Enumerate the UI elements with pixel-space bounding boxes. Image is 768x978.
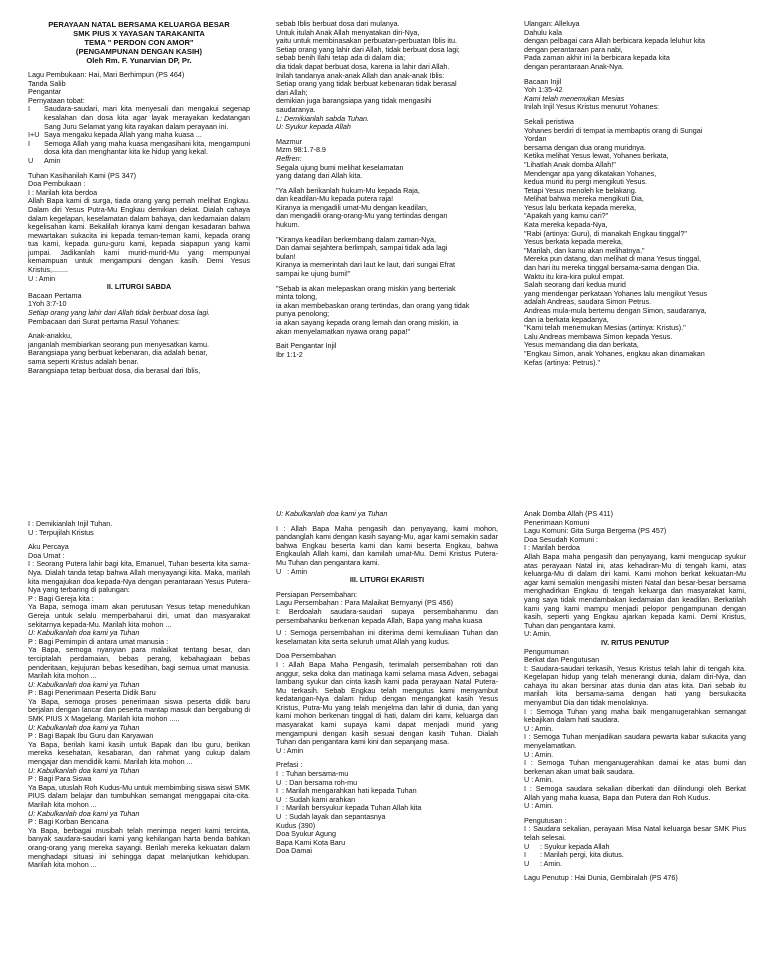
reading-line: sebab benih Ilahi tetap ada di dalam dia;	[276, 53, 406, 63]
first-reading-ref: 1Yoh 3:7-10	[28, 299, 67, 309]
offertory-song: Lagu Persembahan : Para Malaikat Bernyanyi (PS 456)	[276, 598, 453, 608]
gospel-line: "Apakah yang kamu cari?"	[524, 211, 609, 221]
amen: U : Amin.	[524, 723, 554, 733]
dismissal-row	[524, 860, 746, 869]
creed: Aku Percaya	[28, 542, 69, 552]
col3-top	[524, 20, 746, 490]
gospel-line: Kata mereka kepada-Nya,	[524, 220, 608, 230]
petition-title: P : Bagi Gereja kita :	[28, 593, 94, 603]
preface-line: U : Sudah layak dan sepantasnya	[276, 812, 386, 821]
psalm-line: hukum.	[276, 220, 300, 230]
petition	[28, 689, 250, 732]
gospel-line: Ketika melihat Yesus lewat, Yohanes berkata,	[524, 151, 669, 161]
gospel-line: yang mendengar perkataan Yohanes lalu mengikut Yesus	[524, 288, 708, 298]
amen: U: Amin.	[524, 629, 552, 639]
petition-body: Ya Bapa, berbagai musibah telah menimpa negeri kami tercinta, banyak saudara-saudari kami yang kehilangan harta benda bahkan orang-orang yang mereka sayangi. Berilah mereka kekuatan dalam menghadapi situasi ini sehingga dapat melanjutkan kehidupan. Marilah kita mohon ...	[28, 825, 252, 870]
song: Anak Domba Allah (PS 411)	[524, 509, 613, 518]
petition-response: U: Kabulkanlah doa kami ya Tuhan	[28, 628, 140, 638]
amen: U : Amin	[276, 745, 304, 755]
psalm-line: "Sebab ia akan melepaskan orang miskin yang berteriak	[276, 283, 456, 293]
reading-line: dia tidak dapat berbuat dosa, karena ia lahir dari Allah.	[276, 61, 450, 71]
closing-song: Lagu Penutup : Hai Dunia, Gembiralah (PS 476)	[524, 873, 678, 883]
gospel-line: Yesus berkata kepada mereka,	[524, 237, 623, 247]
reading-line: sama seperti Kristus adalah benar.	[28, 357, 139, 366]
line: Amin	[44, 155, 61, 165]
preface-line: I : Marilah bersyukur kepada Tuhan Allah kita	[276, 803, 422, 813]
gospel-response: U : Terpujilah Kristus	[28, 527, 94, 537]
song: Penerimaan Komuni	[524, 517, 590, 527]
closing-prayer: I : Allah Bapa Maha pengasih dan penyayang, kami mohon, pandanglah kami dengan kasih sayang-Mu, agar kami semakin sadar bahwa Engkau beserta kami dan kami beserta Engkau, bahwa Engkaulah Allah kami, dan kamilah umat-Mu. Demi Kristus Putera-Mu Tuhan dan pengantara kami.	[276, 523, 500, 567]
petition-body: Ya Bapa, utuslah Roh Kudus-Mu untuk membimbing siswa siswi SMK PIUS dalam belajar dan tumbuhkan semangat menggapai cita-cita. Marilah kita mohon ...	[28, 782, 252, 809]
reading-line: sebab Iblis berbuat dosa dari mulanya.	[276, 19, 400, 28]
gospel-text	[524, 118, 746, 367]
song: Doa Sesudah Komuni :	[524, 534, 598, 544]
reading-line: saudaranya.	[276, 104, 316, 114]
gospel-line: Sekali peristiwa	[524, 116, 574, 126]
petition-response: U: Kabulkanlah doa kami ya Tuhan	[28, 765, 140, 775]
gospel-line: Kefas (artinya: Petrus)."	[524, 357, 601, 367]
col3-bottom	[524, 510, 746, 976]
gospel-intro: Inilah Injil Yesus Kristus menurut Yohanes:	[524, 102, 660, 112]
amen: U : Amin	[276, 566, 308, 576]
reading-line: Setiap orang yang tidak berbuat kebenaran tidak berasal	[276, 79, 457, 89]
reading-line: yaitu untuk membinasakan perbuatan-perbuatan Iblis itu.	[276, 36, 457, 46]
confession-row	[28, 157, 250, 166]
psalm-line: sampai ke ujung bumi!"	[276, 269, 351, 279]
petition	[28, 818, 250, 870]
speaker: I	[28, 138, 30, 148]
line: Saya mengaku kepada Allah yang maha kuasa ...	[44, 130, 202, 140]
petition-response: U: Kabulkanlah doa kami ya Tuhan	[28, 679, 140, 689]
col2-top	[276, 20, 498, 490]
reading-line: Inilah tandanya anak-anak Allah dan anak-anak Iblis:	[276, 70, 445, 80]
psalm-line: bulan!	[276, 251, 296, 261]
gospel-line: "Kami telah menemukan Mesias (artinya: Kristus)."	[524, 323, 686, 333]
gospel-line: Tetapi Yesus menoleh ke belakang.	[524, 185, 637, 195]
offertory-invitation: I: Berdoalah saudara-saudari supaya persembahanmu dan persembahanku berkenan kepada Allah, Bapa yang maha kuasa	[276, 606, 500, 625]
gospel-line: Melihat bahwa mereka mengikuti Dia,	[524, 194, 644, 204]
section-title: II. LITURGI SABDA	[106, 282, 172, 292]
dismissal: I : Saudara sekalian, perayaan Misa Natal keluarga besar SMK Pius telah selesai.	[524, 824, 748, 842]
gospel-line: Yordan	[524, 134, 547, 144]
gospel-line: Andreas mula-mula bertemu dengan Simon, saudaranya,	[524, 306, 707, 315]
gospel-line: "Lihatlah Anak domba Allah!"	[524, 159, 616, 169]
gospel-line: Mendengar apa yang dikatakan Yohanes,	[524, 168, 657, 178]
petition-body: Ya Bapa, semoga imam akan perutusan Yesus tetap meneduhkan Gereja untuk selalu memperbaharui diri, umat dan masyarakat sekitarnya kepada-Mu. Marilah kita mohon ...	[28, 602, 252, 629]
petition-title: P : Bagi Bapak Ibu Guru dan Karyawan	[28, 731, 154, 741]
first-reading-theme: Setiap orang yang lahir dari Allah tidak berbuat dosa lagi.	[28, 308, 210, 318]
header-line: (PENGAMPUNAN DENGAN KASIH)	[75, 47, 203, 56]
confession-row	[28, 140, 250, 157]
gospel-line: Mereka pun datang, dan melihat di mana Yesus tinggal,	[524, 254, 702, 264]
line: : Marilah pergi, kita diutus.	[540, 850, 624, 860]
gospel-line: Salah seorang dari kedua murid	[524, 280, 626, 290]
psalm-line: minta tolong,	[276, 292, 318, 302]
speaker: I	[28, 104, 30, 114]
amen: U : Amin	[28, 273, 56, 283]
reading-line: Anak-anakku,	[28, 331, 72, 341]
dismissal-title: Pengutusan :	[524, 815, 567, 825]
col1-top	[28, 20, 250, 490]
acclamation-line: dengan perantaraan Anak-Nya.	[524, 61, 624, 71]
speaker: U	[524, 858, 530, 868]
prayer-of-faithful-title: Doa Umat :	[28, 550, 65, 560]
reading-line: dari Allah;	[276, 87, 308, 97]
preface-line: I : Tuhan bersama-mu	[276, 769, 349, 779]
petition	[28, 775, 250, 818]
gospel-line: "Marilah, dan kamu akan melihatnya."	[524, 245, 645, 255]
gospel-line: Waktu itu kira-kira pukul empat.	[524, 271, 625, 281]
gospel-line: dan ia berkata kepadanya,	[524, 314, 609, 324]
gospel-line: adalah Andreas, saudara Simon Petrus.	[524, 297, 652, 307]
line: : Amin.	[540, 858, 562, 868]
psalm-ref: Mzm 98:1.7-8.9	[276, 145, 326, 155]
amen: U : Amin.	[524, 749, 554, 759]
blessing-line: I : Semoga Tuhan menjadikan saudara pewarta kabar sukacita yang menyelamatkan.	[524, 732, 748, 751]
reading-line: Barangsiapa tetap berbuat dosa, dia berasal dari Iblis,	[28, 365, 201, 375]
sign-of-cross: Tanda Salib	[28, 78, 66, 88]
gospel-line: dan hari itu mereka tinggal bersama-sama dengan Dia.	[524, 263, 700, 273]
psalm-line: punya penolong;	[276, 309, 330, 319]
refrain-line: Segala ujung bumi melihat keselamatan	[276, 162, 404, 172]
blessing-line: I : Semoga saudara sekalian diberkati dan dilindungi oleh Berkat Allah yang maha kuasa, Bapa dan Putera dan Roh Kudus.	[524, 784, 748, 802]
refrain-line: yang datang dari Allah kita.	[276, 171, 363, 181]
psalm-line: ia akan sayang kepada orang lemah dan orang miskin, ia	[276, 318, 459, 327]
petition-title: P : Bagi Para Siswa	[28, 774, 92, 784]
petition-response: U: Kabulkanlah doa kami ya Tuhan	[28, 722, 140, 732]
psalm-line: dan keadilan-Mu kepada putera raja!	[276, 194, 394, 204]
blessing-line: I : Semoga Tuhan menganugerahkan damai ke atas bumi dan berkenan akan umat baik saudara.	[524, 758, 748, 776]
psalm-line: akan menyelamatkan nyawa orang papa!"	[276, 326, 411, 336]
offertory-title: Persiapan Persembahan:	[276, 589, 358, 599]
speaker: U	[524, 841, 530, 851]
acclamation-line: dengan perantaraan para nabi,	[524, 44, 623, 54]
petition	[28, 638, 250, 690]
blessing-title: Berkat dan Pengutusan	[524, 655, 600, 665]
gospel-line: kedua murid itu pergi mengikuti Yesus.	[524, 177, 648, 187]
reading-line: demikian juga barangsiapa yang tidak mengasihi	[276, 96, 432, 106]
gospel-line: Yohanes berdiri di tempat ia membaptis orang di Sungai	[524, 125, 703, 135]
petition	[28, 732, 250, 775]
blessing-line: I: Saudara-saudari terkasih, Yesus Kristus telah lahir di tengah kita. Kegelapan hidup yang telah menerangi dunia, dalam diri-Nya, dan cahaya itu akan bersinar atas dunia dan atas kita. Dari sebab itu marilah kita bersama-sama dengan hati yang bersukacita menyambut Dia dan tidak menolaknya.	[524, 663, 748, 708]
gospel-line: Lalu Andreas membawa Simon kepada Yesus.	[524, 331, 673, 341]
acclamation-line: Ulangan: Alleluya	[524, 19, 580, 28]
section-title: III. LITURGI EKARISTI	[349, 575, 425, 585]
line: : Syukur kepada Allah	[540, 841, 610, 851]
speaker: U	[28, 155, 34, 165]
petition-title: P : Bagi Penerimaan Peserta Didik Baru	[28, 688, 156, 698]
prayer-of-faithful-intro: I : Seorang Putera lahir bagi kita, Emanuel, Tuhan beserta kita sama-Nya. Dialah tanda tetap bahwa Allah menyayangi kita. Maka, marilah kita mengajukan doa kepada-Nya dengan perantaraan Yesus Putera-Nya yang terbaring di palungan:	[28, 559, 252, 595]
kyrie: Tuhan Kasihanilah Kami (PS 347)	[28, 170, 137, 180]
song: Doa Syukur Agung	[276, 829, 336, 839]
acclamation-line: Dahulu kala	[524, 27, 562, 37]
announcements: Pengumuman	[524, 646, 569, 656]
col2-bottom	[276, 510, 498, 976]
offertory-prayer: I : Allah Bapa Maha Pengasih, terimalah persembahan roti dan anggur, seka doka dan matinaga kami selama masa Adven, sebagai lambang syukur dan cinta kasih kami pada perayaan Natal Putera-Mu terkasih. Sebab Engkau telah mengutus kami menyambut kedatangan-Nya dalam hidup dengan mengangkat kasih Yesus Kristus, Putra-Mu yang telah menjelma dan lahir di dunia, dan yang kami mohon berkenan tinggal di hati, dalam diri kami, keluarga dan masyarakat kami supaya kami dapat menjadi murid yang mengampuni dengan kasih sesuai dengan kasih Tuhan. Dialah Tuhan dan pengantara kami kini dan sepanjang masa.	[276, 659, 500, 747]
petition-title: P : Bagi Pemimpin di antara umat manusia :	[28, 636, 169, 646]
post-communion-prayer: Allah Bapa maha pengasih dan penyayang, kami mengucap syukur atas perayaan Natal ini, atas kehadiran-Mu di tengah kami, atas keluarga-Mu di dalam diri kami. Kami mohon berkat kekuatan-Mu agar kami semakin mengasihi misteri Natal dan besar-besar bersama menghadirkan Engkau di tengah keluarga dan masyarakat kami, yang saya tidak mendambakan kedamaian dan keadilan. Berkatilah kami yang kami mampu menjadi pelopor pengampunan dengan kasih, seperti yang Engkau ajarkan kepada kami. Demi Kristus, Tuhan dan pengantara kami.	[524, 551, 748, 630]
preface-line: I : Marilah mengarahkan hati kepada Tuhan	[276, 786, 417, 796]
acclamation-line: Pada zaman akhir ini Ia berbicara kepada kita	[524, 53, 670, 63]
amen: U : Amin.	[524, 801, 554, 811]
header	[28, 20, 250, 65]
petition-body: Ya Bapa, semoga proses penerimaan siswa peserta didik baru berjalan dengan lancar dan peserta mantap masuk dan bergabung di SMK PIUS X Magelang. Marilah kita mohon .....	[28, 696, 252, 724]
reading-line: Barangsiapa yang berbuat kebenaran, dia adalah benar,	[28, 348, 208, 358]
first-reading-title: Bacaan Pertama	[28, 290, 82, 300]
confession-row	[28, 105, 250, 131]
gospel-close: I : Demikianlah Injil Tuhan.	[28, 519, 113, 528]
preface-line: U : Dan bersama roh-mu	[276, 777, 358, 787]
gospel-line: Yesus memandang dia dan berkata,	[524, 340, 639, 350]
petition-response: U: Kabulkanlah doa kami ya Tuhan	[28, 808, 140, 818]
petition-title: P : Bagi Korban Bencana	[28, 817, 109, 827]
song: I : Marilah berdoa	[524, 543, 580, 553]
opening-prayer: Allah Bapa kami di surga, tiada orang yang pernah melihat Engkau. Dalam diri Yesus Putra-Mu Engkau demikian dekat. Dialah cahaya dalam kegelapan, keselamatan dalam bahaya, dan kedamaian dalam kegelisahan kami. Bekalilah kiranya kami dengan kesadaran bahwa mewartakan sukacita ini kepada teman-teman kami, kepada orang tua kami, kepada guru-guru kami, kepada siapapun yang kami jumpai. Jadikanlah kami murid-murid-Mu yang mempunyai kemampuan untuk mengampuni dengan kasih. Demi Yesus Kristus,........	[28, 196, 252, 275]
header-line: TEMA " PERDON CON AMOR"	[84, 38, 194, 47]
psalm-line: Kiranya ia mengadili umat-Mu dengan keadilan,	[276, 202, 428, 212]
offertory-prayer-title: Doa Persembahan	[276, 651, 336, 661]
song: Kudus (390)	[276, 820, 316, 830]
psalm-line: Dan damai sejahtera berlimpah, sampai tidak ada lagi	[276, 243, 448, 253]
song: Bapa Kami Kota Baru	[276, 837, 346, 847]
gospel-ref: Yoh 1:35-42	[524, 85, 563, 95]
preface-line: U : Sudah kami arahkan	[276, 794, 356, 804]
speaker: I+U	[28, 130, 40, 140]
petition-body: Ya Bapa, berilah kami kasih untuk Bapak dan Ibu guru, berikan mereka kesehatan, kesabaran, dan rahmat yang cukup dalam mengajar dan mendidik kami. Marilah kita mohon ...	[28, 739, 252, 767]
gospel-line: "Engkau Simon, anak Yohanes, engkau akan dinamakan	[524, 348, 705, 358]
refrain-label: Reffren:	[276, 153, 302, 163]
song: Doa Damai	[276, 846, 312, 856]
line: Semoga Allah yang maha kuasa mengasihani kita, mengampuni dosa kita dan menghantar kita ke hidup yang kekal.	[44, 138, 250, 157]
gospel-line: Yesus lalu berkata kepada mereka,	[524, 202, 637, 212]
gospel-acclamation: Bait Pengantar Injil	[276, 341, 337, 351]
header-line: SMK PIUS X YAYASAN TARAKANITA	[73, 29, 205, 38]
opening-prayer-call: I : Marilah kita berdoa	[28, 187, 98, 197]
header-line: Oleh Rm. F. Yunarvian DP, Pr.	[86, 56, 192, 65]
reading-response: U: Syukur kepada Allah	[276, 122, 351, 132]
introduction: Pengantar	[28, 87, 62, 97]
reading-line: Untuk itulah Anak Allah menyatakan diri-Nya,	[276, 27, 420, 37]
reading-close: L: Demikianlah sabda Tuhan.	[276, 113, 369, 123]
col1-bottom	[28, 520, 250, 976]
psalm-line: ia akan membebaskan orang tertindas, dan orang yang tidak	[276, 300, 470, 310]
blessing-line: I : Semoga Tuhan yang maha baik menganugerahkan semangat kebajikan dalam hati saudara.	[524, 706, 748, 725]
penitential-act: Pernyataan tobat:	[28, 95, 85, 105]
line: Saudara-saudari, mari kita menyesali dan mengakui segenap kesalahan dan dosa kita agar layak merayakan kedatangan Sang Juru Selamat yang kita rayakan dalam perayaan ini.	[44, 104, 250, 131]
acclamation-line: dengan pelbagai cara Allah berbicara kepada leluhur kita	[524, 36, 706, 46]
offertory-response: U : Semoga persembahan ini diterima demi kemuliaan Tuhan dan keselamatan kita serta seluruh umat Allah yang kudus.	[276, 628, 500, 646]
reading-line: Setiap orang yang lahir dari Allah, tidak berbuat dosa lagi;	[276, 44, 460, 54]
gospel-line: "Rabi (artinya: Guru), di manakah Engkau tinggal?"	[524, 228, 687, 238]
header-line: PERAYAAN NATAL BERSAMA KELUARGA BESAR	[48, 20, 230, 29]
petition-response: U: Kabulkanlah doa kami ya Tuhan	[276, 509, 388, 518]
psalm-line: dan mengadili orang-orang-Mu yang tertindas dengan	[276, 211, 448, 221]
first-reading-intro: Pembacaan dari Surat pertama Rasul Yohanes:	[28, 316, 180, 326]
section-title: IV. RITUS PENUTUP	[600, 637, 670, 647]
gospel-theme: Kami telah menemukan Mesias	[524, 93, 625, 103]
psalm-line: "Kiranya keadilan berkembang dalam zaman-Nya,	[276, 234, 436, 244]
preface-title: Prefasi :	[276, 760, 303, 770]
petition-body: Ya Bapa, semoga nyanyian para malaikat tentang besar, dan terciptalah perdamaian, bebas perang, kebahagiaan bebas penderitaan, kejujuran bebas kesedihan, bagi semua umat manusia. Marilah kita mohon ...	[28, 645, 252, 681]
reading-line: janganlah membiarkan seorang pun menyesatkan kamu.	[28, 339, 209, 349]
amen: U : Amin.	[524, 775, 554, 785]
gospel-acclamation-ref: Ibr 1:1-2	[276, 349, 303, 359]
petition	[28, 595, 250, 638]
song: Lagu Komuni: Gita Surga Bergema (PS 457)	[524, 526, 667, 536]
opening-song: Lagu Pembukaan: Hai, Mari Berhimpun (PS 464)	[28, 70, 185, 79]
psalm-line: "Ya Allah berikanlah hukum-Mu kepada Raja,	[276, 185, 420, 195]
gospel-title: Bacaan Injil	[524, 76, 562, 86]
opening-prayer-title: Doa Pembukaan :	[28, 179, 86, 189]
psalm-title: Mazmur	[276, 136, 302, 146]
psalm-line: Kiranya ia memerintah dari laut ke laut, dari sungai Efrat	[276, 260, 455, 270]
speaker: I	[524, 850, 526, 860]
gospel-line: bersama dengan dua orang muridnya.	[524, 142, 646, 152]
